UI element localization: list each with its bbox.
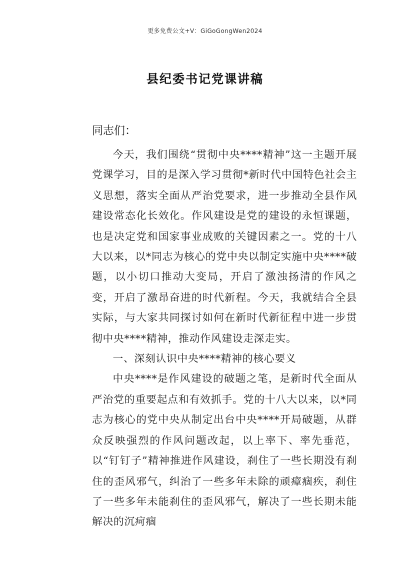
section-heading: 一、深刻认识中央****精神的核心要义 [112,353,297,366]
document-title: 县纪委书记党课讲稿 [146,72,264,86]
intro-paragraph: 今天，我们围绕“贯彻中央****精神”这一主题开展党课学习，目的是深入学习贯彻*新时代中国特色社会主义思想，落实全面从严治党要求，进一步推动全县作风建设常态化长效化。作风建设是党的建设的永恒课题，也是决定党和国家事业成败的关键因素之一。党的十八大以来，以*同志为核心的党中央以制定实施中央****破题，以小切口推动大变局，开启了激浊扬清的作风之变，开启了激昂奋进的时代新程。今天，我就结合全县实际，与大家共同探讨如何在新时代新征程中进一步贯彻中央****精神，推动作风建设走深走实。 [92,149,357,345]
header-note: 更多免费公文+V：GiGoGongWen2024 [147,28,263,35]
section-paragraph: 中央****是作风建设的破题之笔，是新时代全面从严治党的重要起点和有效抓手。党的十八大以来，以*同志为核心的党中央从制定出台中央****开局破题，从群众反映强烈的作风问题改起，以上率下、率先垂范，以“钉钉子”精神推进作风建设，刹住了一些长期没有刹住的歪风邪气，纠治了一些多年未除的顽瘴痼疾，刹住了一些多年未能刹住的歪风邪气，解决了一些长期未能解决的沉疴痼 [92,373,357,529]
document-body [92,120,357,533]
salutation: 同志们： [92,124,136,137]
